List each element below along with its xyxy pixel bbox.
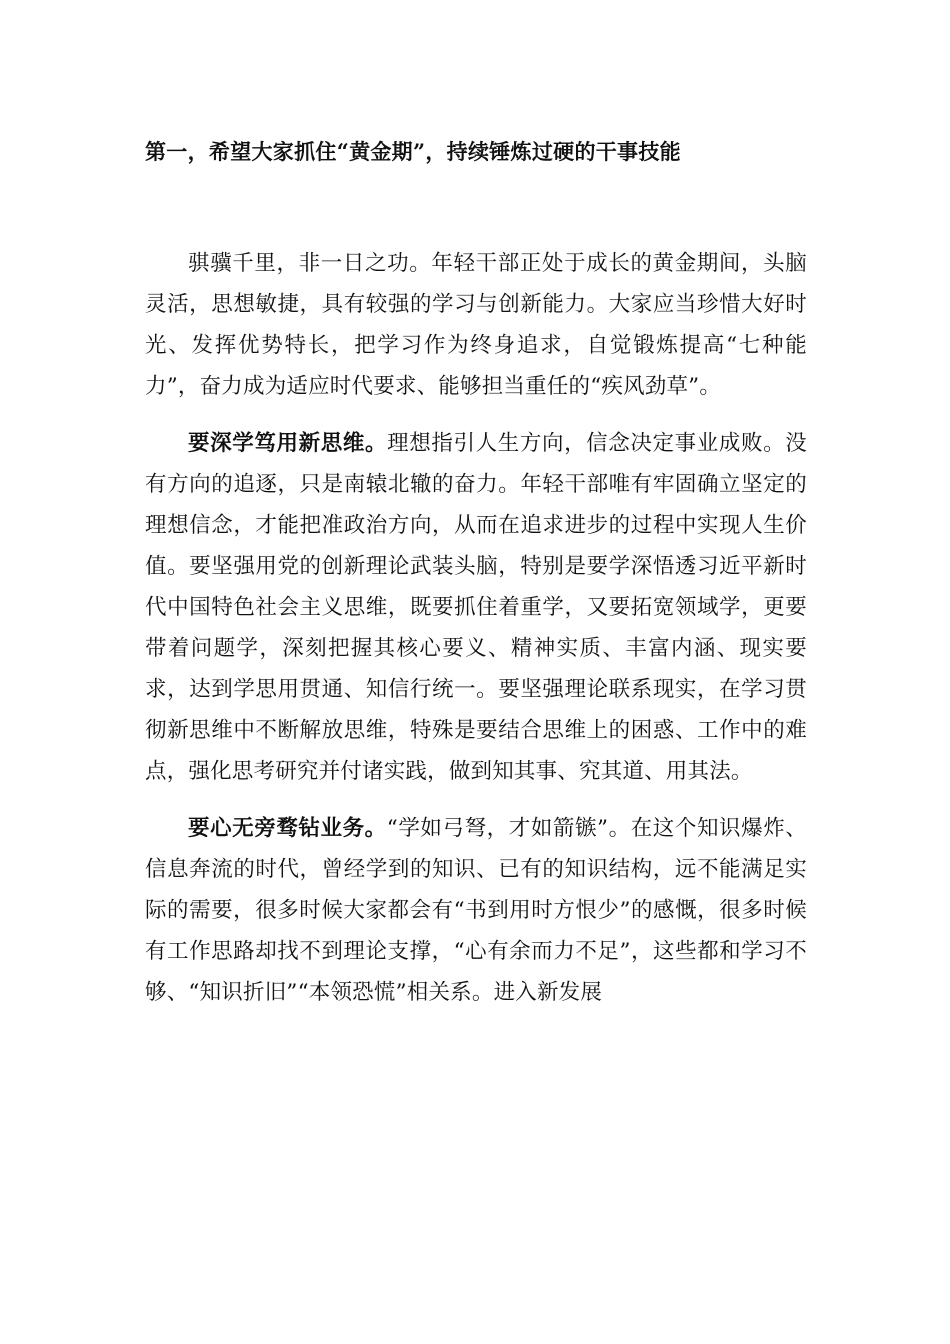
paragraph-text: 理想指引人生方向，信念决定事业成败。没有方向的追逐，只是南辕北辙的奋力。年轻干部唯有牢固确立坚定的理想信念，才能把准政治方向，从而在追求进步的过程中实现人生价值。要坚强用党的创新理论武装头脑，特别是要学深悟透习近平新时代中国特色社会主义思维，既要抓住着重学，又要拓宽领域学，更要带着问题学，深刻把握其核心要义、精神实质、丰富内涵、现实要求，达到学思用贯通、知信行统一。要坚强理论联系现实，在学习贯彻新思维中不断解放思维，特殊是要结合思维上的困惑、工作中的难点，强化思考研究并付诸实践，做到知其事、究其道、用其法。 xyxy=(145,431,807,784)
paragraph-lead: 要深学笃用新思维。 xyxy=(188,431,388,456)
document-body xyxy=(145,243,807,1029)
paragraph-lead: 要心无旁骛钻业务。 xyxy=(188,816,387,841)
paragraph-intro xyxy=(145,243,807,407)
paragraph-text: “学如弓弩，才如箭镞”。在这个知识爆炸、信息奔流的时代，曾经学到的知识、已有的知识结构，远不能满足实际的需要，很多时候大家都会有“书到用时方恨少”的感慨，很多时候有工作思路却找不到理论支撑，“心有余而力不足”，这些都和学习不够、“知识折旧”“本领恐慌”相关系。进入新发展 xyxy=(145,816,807,1005)
paragraph-text: 骐骥千里，非一日之功。年轻干部正处于成长的黄金期间，头脑灵活，思想敏捷，具有较强的学习与创新能力。大家应当珍惜大好时光、发挥优势特长，把学习作为终身追求，自觉锻炼提高“七种能力”，奋力成为适应时代要求、能够担当重任的“疾风劲草”。 xyxy=(145,251,807,399)
section-heading: 第一，希望大家抓住“黄金期”，持续锤炼过硬的干事技能 xyxy=(145,139,681,164)
paragraph-business xyxy=(145,808,807,1013)
paragraph-new-thinking xyxy=(145,423,807,792)
